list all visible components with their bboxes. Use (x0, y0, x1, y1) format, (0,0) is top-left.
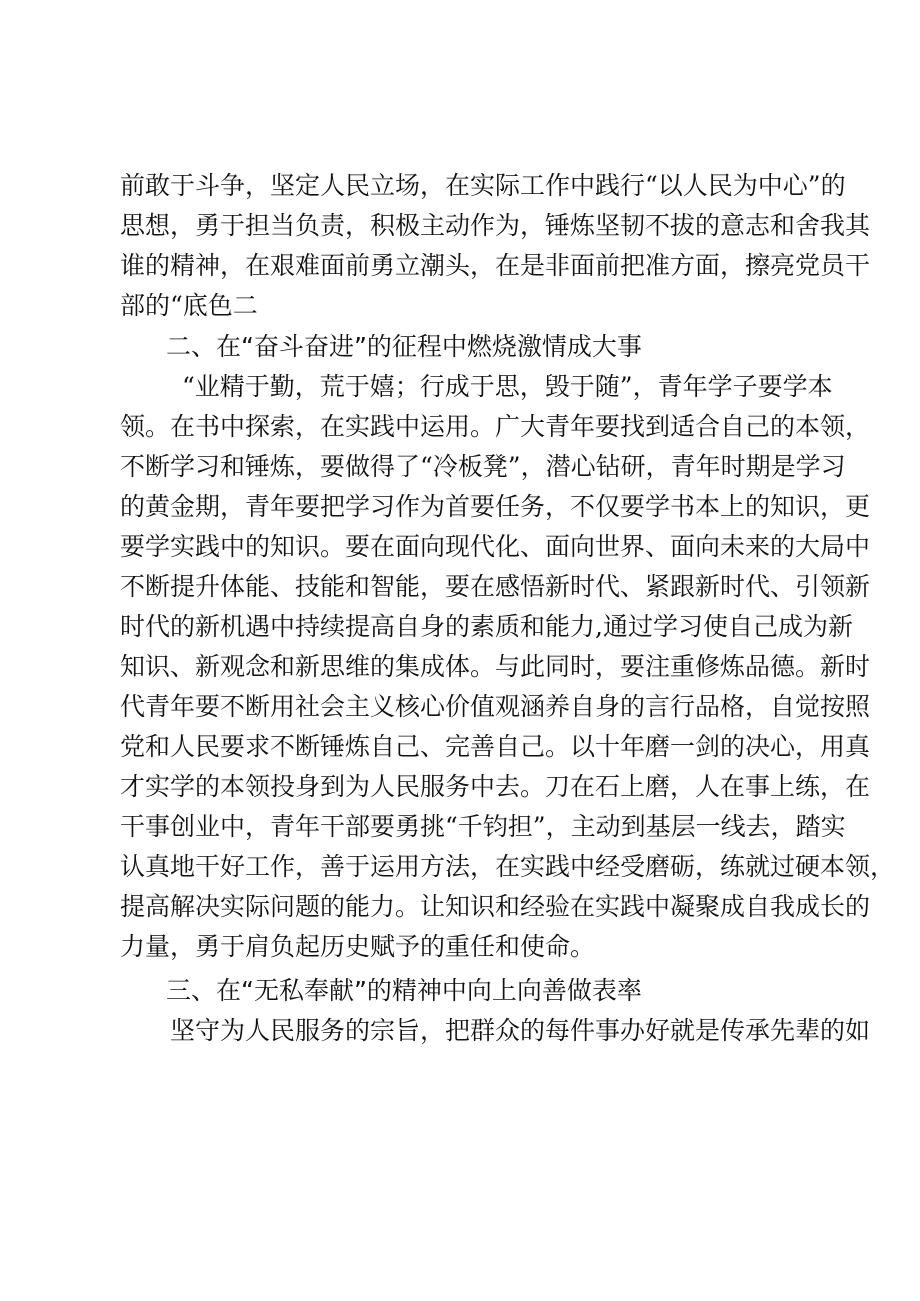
paragraph-line: 提高解决实际问题的能力。让知识和经验在实践中凝聚成自我成长的 (120, 892, 871, 921)
paragraph-line: “业精于勤，荒于嬉；行成于思，毁于随”，青年学子要学本 (182, 372, 833, 401)
paragraph-line: 时代的新机遇中持续提高自身的素质和能力,通过学习使自己成为新 (120, 612, 853, 641)
paragraph-line: 党和人民要求不断锤炼自己、完善自己。以十年磨一剑的决心，用真 (120, 732, 871, 761)
section-heading-2: 二、在“奋斗奋进”的征程中燃烧激情成大事 (166, 332, 642, 361)
paragraph-line: 认真地干好工作，善于运用方法，在实践中经受磨砺，练就过硬本领， (120, 852, 896, 881)
paragraph-line: 不断学习和锤炼，要做得了“冷板凳”，潜心钻研，青年时期是学习 (120, 452, 846, 481)
paragraph-line: 知识、新观念和新思维的集成体。与此同时，要注重修炼品德。新时 (120, 652, 871, 681)
paragraph-line: 不断提升体能、技能和智能，要在感悟新时代、紧跟新时代、引领新 (120, 572, 871, 601)
paragraph-line: 才实学的本领投身到为人民服务中去。刀在石上磨，人在事上练，在 (120, 772, 871, 801)
paragraph-line: 要学实践中的知识。要在面向现代化、面向世界、面向未来的大局中 (120, 532, 871, 561)
paragraph-line: 力量，勇于肩负起历史赋予的重任和使命。 (120, 932, 596, 961)
paragraph-line: 代青年要不断用社会主义核心价值观涵养自身的言行品格，自觉按照 (120, 692, 871, 721)
section-heading-3: 三、在“无私奉献”的精神中向上向善做表率 (166, 976, 642, 1005)
paragraph-line: 的黄金期，青年要把学习作为首要任务，不仅要学书本上的知识，更 (120, 492, 871, 521)
paragraph-line: 前敢于斗争，坚定人民立场，在实际工作中践行“以人民为中心”的 (120, 171, 846, 200)
paragraph-line: 部的“底色二 (120, 291, 258, 320)
paragraph-line: 领。在书中探索，在实践中运用。广大青年要找到适合自己的本领， (120, 412, 871, 441)
paragraph-line: 干事创业中，青年干部要勇挑“千钧担”，主动到基层一线去，踏实 (120, 812, 846, 841)
paragraph-line: 坚守为人民服务的宗旨，把群众的每件事办好就是传承先辈的如 (170, 1016, 871, 1045)
paragraph-line: 思想，勇于担当负责，积极主动作为，锤炼坚韧不拔的意志和舍我其 (120, 211, 871, 240)
paragraph-line: 谁的精神，在艰难面前勇立潮头，在是非面前把准方面，擦亮党员干 (120, 251, 871, 280)
